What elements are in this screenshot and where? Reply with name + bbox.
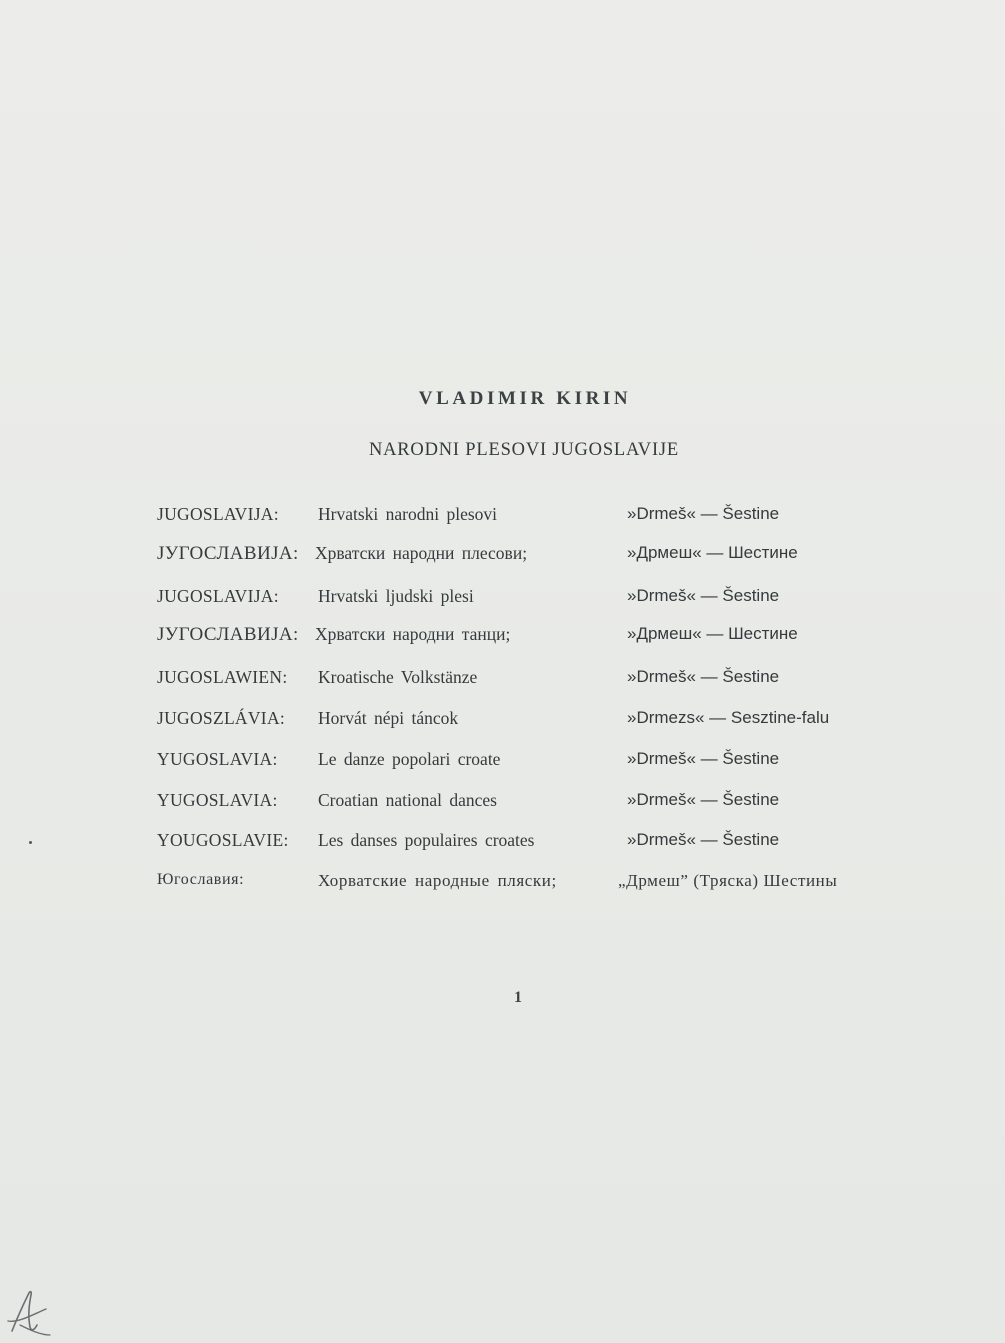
title-translation: Хорватские народные пляски; <box>318 871 557 891</box>
country-label: YUGOSLAVIA: <box>157 748 278 769</box>
title-translation: Хрватски народни плесови; <box>315 542 528 563</box>
author-name: VLADIMIR KIRIN <box>418 388 632 409</box>
country-label: JUGOSLAVIJA: <box>157 585 279 606</box>
document-title: NARODNI PLESOVI JUGOSLAVIJE <box>368 440 680 460</box>
title-translations-list <box>157 498 917 906</box>
list-item <box>157 539 917 580</box>
dance-name: »Drmeš« — Šestine <box>627 504 780 523</box>
page-number: 1 <box>514 989 522 1006</box>
country-label: YOUGOSLAVIE: <box>157 830 289 851</box>
title-translation: Horvát népi táncok <box>318 707 459 728</box>
dance-name: „Дрмеш” (Тряска) Шестины <box>618 871 838 891</box>
country-label: JUGOSZLÁVIA: <box>157 707 286 728</box>
list-item <box>157 865 917 906</box>
dance-name: »Drmezs« — Sesztine-falu <box>627 707 830 727</box>
dance-name: »Drmeš« — Šestine <box>627 667 780 687</box>
list-item <box>157 824 917 865</box>
list-item <box>157 580 917 621</box>
title-translation: Hrvatski narodni plesovi <box>318 504 498 524</box>
country-label: Югославия: <box>157 871 245 889</box>
title-translation: Croatian national dances <box>318 789 497 810</box>
country-label: ЈУГОСЛАВИЈА: <box>157 624 299 646</box>
dance-name: »Дрмеш« — Шестине <box>627 542 798 562</box>
country-label: JUGOSLAVIJA: <box>157 504 279 524</box>
list-item <box>157 498 917 539</box>
dance-name: »Drmeš« — Šestine <box>627 585 780 605</box>
title-translation: Le danze popolari croate <box>318 748 501 769</box>
list-item <box>157 661 917 702</box>
dance-name: »Drmeš« — Šestine <box>627 748 780 768</box>
ink-speck <box>29 841 32 844</box>
list-item <box>157 743 917 784</box>
dance-name: »Дрмеш« — Шестине <box>627 624 798 644</box>
title-translation: Kroatische Volkstänze <box>318 667 478 688</box>
country-label: ЈУГОСЛАВИЈА: <box>157 542 299 564</box>
list-item <box>157 784 917 825</box>
list-item <box>157 620 917 661</box>
country-label: JUGOSLAWIEN: <box>157 667 288 688</box>
pencil-signature-mark <box>6 1285 52 1337</box>
title-translation: Hrvatski ljudski plesi <box>318 585 474 606</box>
dance-name: »Drmeš« — Šestine <box>627 830 780 850</box>
title-translation: Les danses populaires croates <box>318 830 535 851</box>
dance-name: »Drmeš« — Šestine <box>627 789 780 809</box>
title-translation: Хрватски народни танци; <box>315 624 511 645</box>
country-label: YUGOSLAVIA: <box>157 789 278 810</box>
list-item <box>157 702 917 743</box>
